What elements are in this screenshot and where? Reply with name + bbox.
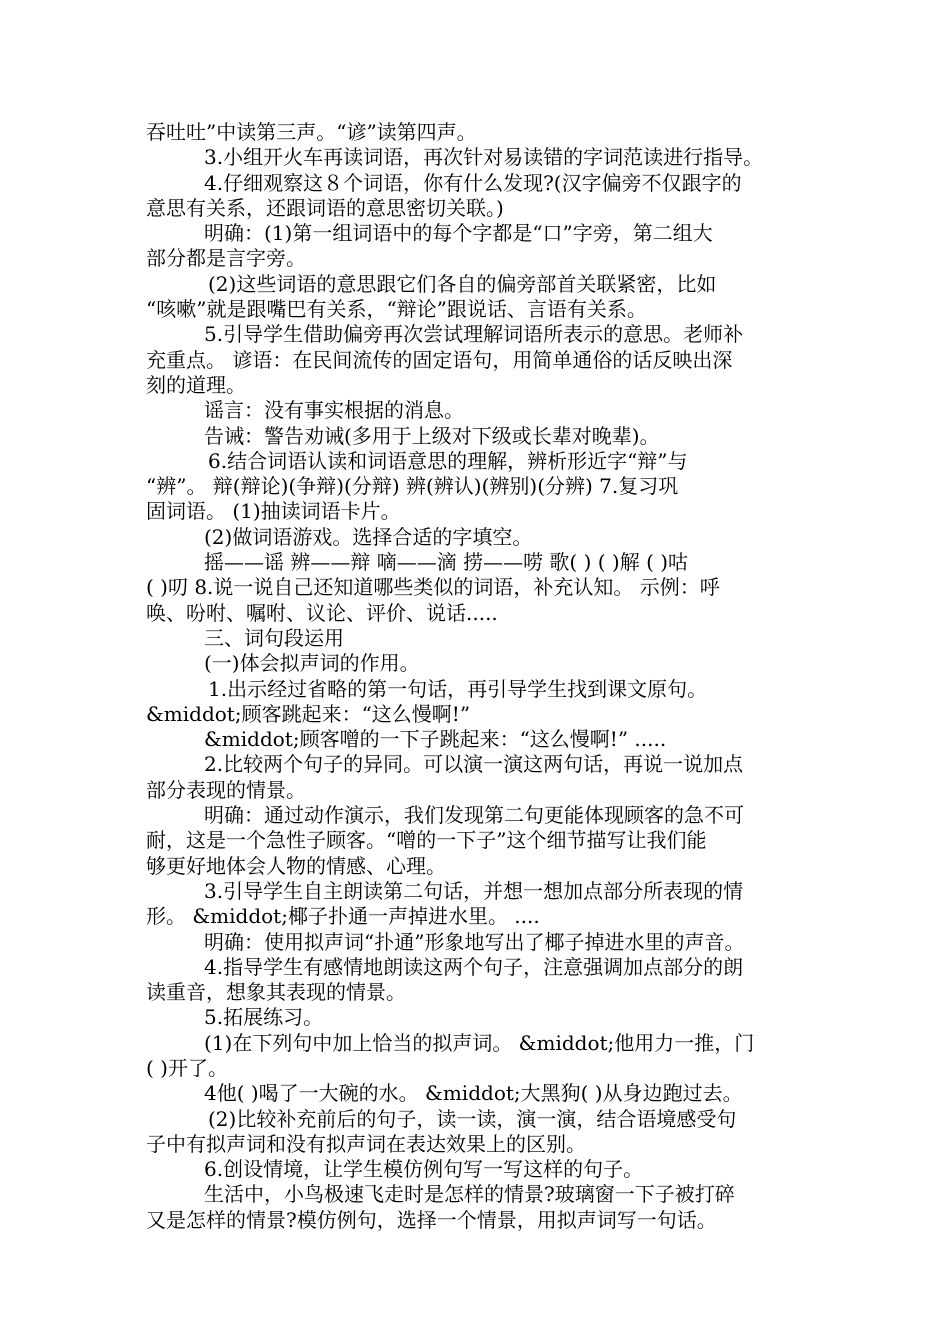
text-line: 告诫：警告劝诫(多用于上级对下级或长辈对晚辈)。 bbox=[204, 423, 660, 448]
text-line: 明确：(1)第一组词语中的每个字都是“口”字旁，第二组大 bbox=[204, 221, 713, 246]
text-line: (1)在下列句中加上恰当的拟声词。 &middot;他用力一推，门 bbox=[204, 1030, 755, 1055]
text-line: 6.创设情境，让学生模仿例句写一写这样的句子。 bbox=[204, 1157, 644, 1182]
text-line: 5.拓展练习。 bbox=[204, 1005, 324, 1030]
text-line: 部分表现的情景。 bbox=[146, 777, 306, 802]
text-line: 刻的道理。 bbox=[146, 372, 246, 397]
text-line: 谣言：没有事实根据的消息。 bbox=[204, 398, 464, 423]
document-page bbox=[146, 120, 826, 1233]
text-line: 耐，这是一个急性子顾客。“噌的一下子”这个细节描写让我们能 bbox=[146, 828, 707, 853]
text-line: 2.比较两个句子的异同。可以演一演这两句话，再说一说加点 bbox=[204, 752, 744, 777]
text-line: 唤、吩咐、嘱咐、议论、评价、说话..... bbox=[146, 600, 498, 625]
text-line: 又是怎样的情景?模仿例句，选择一个情景，用拟声词写一句话。 bbox=[146, 1207, 717, 1232]
text-line: 摇——谣 辨——辩 嘀——滴 捞——唠 歌( ) ( )解 ( )咕 bbox=[204, 550, 689, 575]
text-line: 4.仔细观察这８个词语，你有什么发现?(汉字偏旁不仅跟字的 bbox=[204, 170, 742, 195]
text-line: 4.指导学生有感情地朗读这两个句子，注意强调加点部分的朗 bbox=[204, 954, 744, 979]
text-line: 三、词句段运用 bbox=[204, 625, 344, 650]
text-line: &middot;顾客噌的一下子跳起来：“这么慢啊!” ..... bbox=[204, 727, 667, 752]
text-line: 3.引导学生自主朗读第二句话，并想一想加点部分所表现的情 bbox=[204, 878, 744, 903]
text-line: 6.结合词语认读和词语意思的理解，辨析形近字“辩”与 bbox=[208, 448, 688, 473]
text-line: 明确：通过动作演示，我们发现第二句更能体现顾客的急不可 bbox=[204, 803, 744, 828]
text-line: 3.小组开火车再读词语，再次针对易读错的字词范读进行指导。 bbox=[204, 145, 764, 170]
text-line: 读重音，想象其表现的情景。 bbox=[146, 980, 406, 1005]
text-line: 明确：使用拟声词“扑通”形象地写出了椰子掉进水里的声音。 bbox=[204, 929, 745, 954]
text-line: (2)这些词语的意思跟它们各自的偏旁部首关联紧密，比如 bbox=[208, 271, 717, 296]
text-line: 意思有关系，还跟词语的意思密切关联。) bbox=[146, 195, 504, 220]
text-line: 4他( )喝了一大碗的水。 &middot;大黑狗( )从身边跑过去。 bbox=[204, 1081, 743, 1106]
text-line: 子中有拟声词和没有拟声词在表达效果上的区别。 bbox=[146, 1131, 586, 1156]
text-line: (2)做词语游戏。选择合适的字填空。 bbox=[204, 524, 533, 549]
text-line: ( )叨 8.说一说自己还知道哪些类似的词语，补充认知。 示例：呼 bbox=[146, 575, 720, 600]
text-line: 充重点。 谚语：在民间流传的固定语句，用简单通俗的话反映出深 bbox=[146, 347, 733, 372]
text-line: 形。 &middot;椰子扑通一声掉进水里。 .... bbox=[146, 904, 540, 929]
text-line: (2)比较补充前后的句子，读一读，演一演，结合语境感受句 bbox=[208, 1106, 737, 1131]
text-line: 生活中，小鸟极速飞走时是怎样的情景?玻璃窗一下子被打碎 bbox=[204, 1182, 735, 1207]
text-line: ( )开了。 bbox=[146, 1055, 228, 1080]
text-line: “咳嗽”就是跟嘴巴有关系，“辩论”跟说话、言语有关系。 bbox=[146, 297, 647, 322]
text-line: &middot;顾客跳起来：“这么慢啊!” bbox=[146, 701, 471, 726]
text-line: (一)体会拟声词的作用。 bbox=[204, 651, 420, 676]
text-line: “辨”。 辩(辩论)(争辩)(分辩) 辨(辨认)(辨别)(分辨) 7.复习巩 bbox=[146, 474, 679, 499]
text-line: 吞吐吐”中读第三声。“谚”读第四声。 bbox=[146, 120, 477, 144]
text-line: 够更好地体会人物的情感、心理。 bbox=[146, 853, 446, 878]
text-line: 1.出示经过省略的第一句话，再引导学生找到课文原句。 bbox=[208, 676, 708, 701]
text-line: 5.引导学生借助偏旁再次尝试理解词语所表示的意思。老师补 bbox=[204, 322, 744, 347]
text-line: 固词语。 (1)抽读词语卡片。 bbox=[146, 499, 401, 524]
text-line: 部分都是言字旁。 bbox=[146, 246, 306, 271]
